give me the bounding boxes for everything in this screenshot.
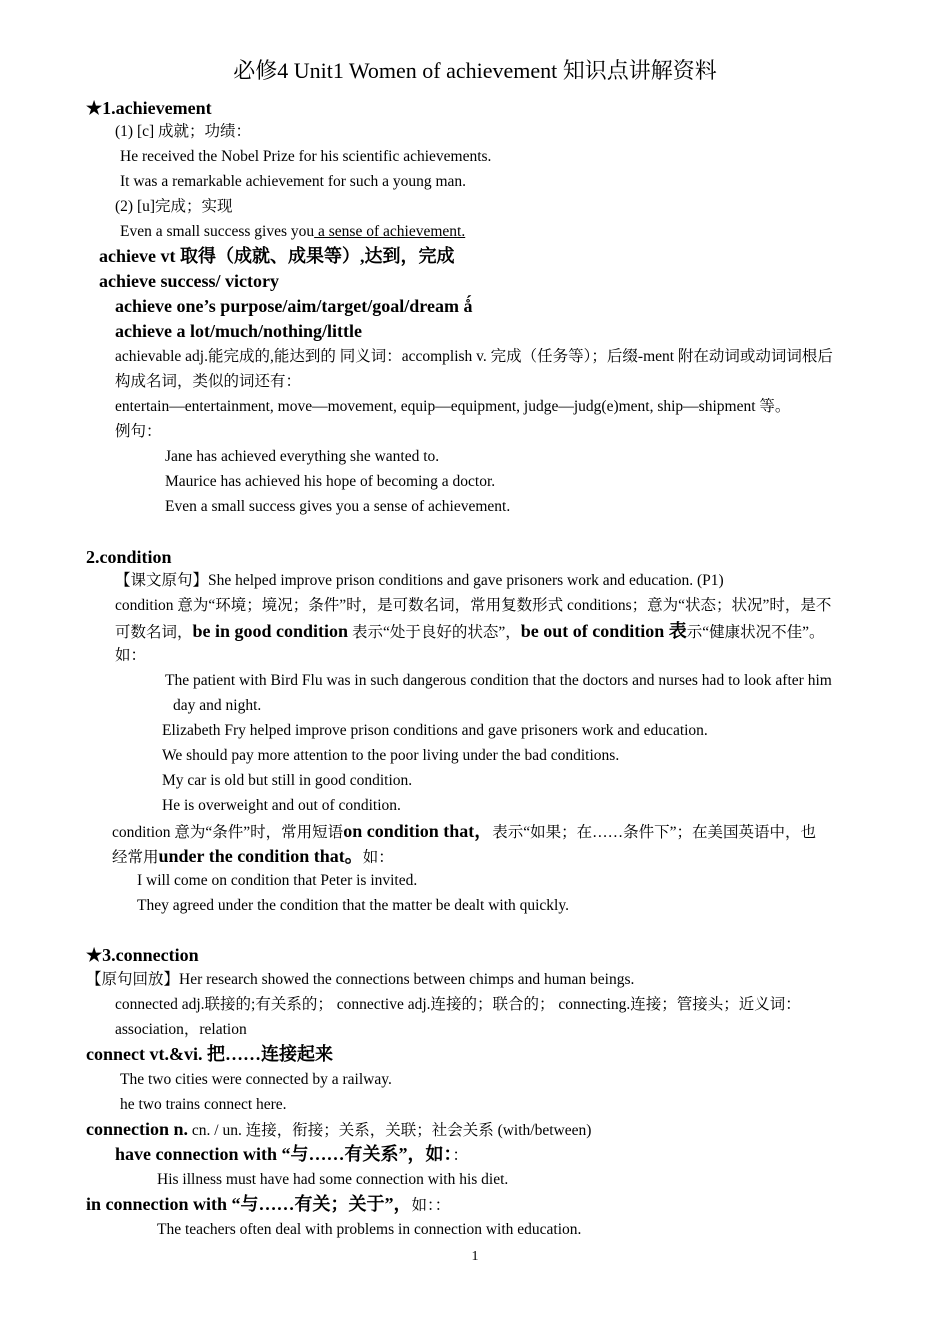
- example-sentence: It was a remarkable achievement for such a young man.: [120, 173, 467, 190]
- phrase-line: achieve vt 取得（成就、成果等）,达到，完成: [99, 246, 455, 266]
- phrase-line: achieve a lot/much/nothing/little: [115, 321, 362, 341]
- example-sentence: [120, 222, 465, 242]
- phrase-in-good-condition: be in good condition: [192, 621, 349, 641]
- example-sentence: Elizabeth Fry helped improve prison conditions and gave prisoners work and education.: [162, 722, 708, 739]
- document-title: 必修4 Unit1 Women of achievement 知识点讲解资料: [233, 58, 717, 83]
- note-text: 表示“如果；在……条件下”；在美国英语中，也: [492, 824, 816, 841]
- example-sentence: The two cities were connected by a railway.: [120, 1071, 392, 1088]
- page-number: 1: [471, 1249, 479, 1264]
- example-sentence: He received the Nobel Prize for his scientific achievements.: [120, 148, 492, 165]
- phrase-out-of-condition: be out of condition 表: [520, 621, 687, 641]
- note-text: 表示“处于良好的状态”，: [348, 624, 521, 641]
- definition-line: (2) [u]完成；实现: [115, 198, 233, 215]
- example-text: Even a small success gives you: [120, 223, 315, 240]
- definition-line: (1) [c] 成就；功绩：: [115, 123, 252, 140]
- source-sentence: 【原句回放】Her research showed the connections between chimps and human beings.: [86, 971, 635, 988]
- note-text: 如：: [362, 849, 394, 866]
- example-sentence: They agreed under the condition that the matter be dealt with quickly.: [137, 897, 569, 914]
- note-text: 可数名词，: [115, 624, 193, 641]
- note-line: [112, 846, 394, 868]
- note-line: [112, 821, 816, 843]
- headword-connection: connection n.: [86, 1119, 189, 1139]
- note-line: association，relation: [115, 1021, 247, 1038]
- example-sentence: he two trains connect here.: [120, 1096, 287, 1113]
- phrase-line: connect vt.&vi. 把……连接起来: [86, 1044, 333, 1064]
- source-sentence: 【课文原句】She helped improve prison conditions and gave prisoners work and education. (P1): [115, 572, 724, 589]
- example-sentence: The teachers often deal with problems in connection with education.: [157, 1221, 582, 1238]
- phrase-have-connection-with: have connection with “与……有关系”，如：: [115, 1144, 453, 1164]
- underlined-phrase: a sense of achievement.: [314, 223, 466, 240]
- example-sentence: Maurice has achieved his hope of becoming a doctor.: [165, 473, 496, 490]
- note-text: condition 意为“条件”时，常用短语: [112, 824, 344, 841]
- example-sentence: He is overweight and out of condition.: [162, 797, 401, 814]
- example-sentence: Jane has achieved everything she wanted to.: [165, 448, 440, 465]
- phrase-line: achieve one’s purpose/aim/target/goal/dream ǻ: [115, 296, 473, 316]
- section-heading-condition: 2.condition: [86, 547, 172, 567]
- definition-text: cn. / un. 连接，衔接；关系，关联；社会关系 (with/between): [188, 1122, 592, 1139]
- note-line: entertain—entertainment, move—movement, equip—equipment, judge—judg(e)ment, ship—shipment 等。: [115, 398, 791, 415]
- note-line: 如：: [115, 647, 147, 664]
- note-line: 构成名词，类似的词还有：: [115, 373, 302, 390]
- phrase-under-the-condition-that: under the condition that。: [158, 846, 363, 866]
- example-sentence: My car is old but still in good condition.: [162, 772, 413, 789]
- note-line: 例句：: [115, 423, 162, 440]
- example-sentence: Even a small success gives you a sense of achievement.: [165, 498, 511, 515]
- note-text: 如：：: [411, 1197, 451, 1214]
- example-sentence: I will come on condition that Peter is invited.: [137, 872, 418, 889]
- example-sentence: We should pay more attention to the poor living under the bad conditions.: [162, 747, 620, 764]
- note-text: ：: [452, 1147, 469, 1164]
- note-text: 示“健康状况不佳”。: [686, 624, 825, 641]
- phrase-line: achieve success/ victory: [99, 271, 279, 291]
- definition-line: [86, 1119, 591, 1141]
- section-heading-connection: ★3.connection: [86, 945, 199, 965]
- example-sentence: The patient with Bird Flu was in such dangerous condition that the doctors and nurses had to look after him: [165, 672, 832, 689]
- example-sentence: His illness must have had some connection with his diet.: [157, 1171, 509, 1188]
- section-heading-achievement: ★1.achievement: [86, 98, 212, 118]
- note-text: 经常用: [112, 849, 159, 866]
- note-line: connected adj.联接的;有关系的； connective adj.连接的；联合的； connecting.连接；管接头；近义词：: [115, 996, 801, 1013]
- note-line: [115, 621, 825, 643]
- phrase-line: [86, 1194, 450, 1216]
- phrase-line: [115, 1144, 468, 1166]
- note-line: condition 意为“环境；境况；条件”时，是可数名词，常用复数形式 conditions；意为“状态；状况”时，是不: [115, 597, 832, 614]
- phrase-in-connection-with: in connection with “与……有关；关于”，: [86, 1194, 412, 1214]
- example-sentence: day and night.: [173, 697, 262, 714]
- note-line: achievable adj.能完成的,能达到的 同义词：accomplish v. 完成（任务等）；后缀-ment 附在动词或动词词根后: [115, 348, 833, 365]
- phrase-on-condition-that: on condition that，: [343, 821, 493, 841]
